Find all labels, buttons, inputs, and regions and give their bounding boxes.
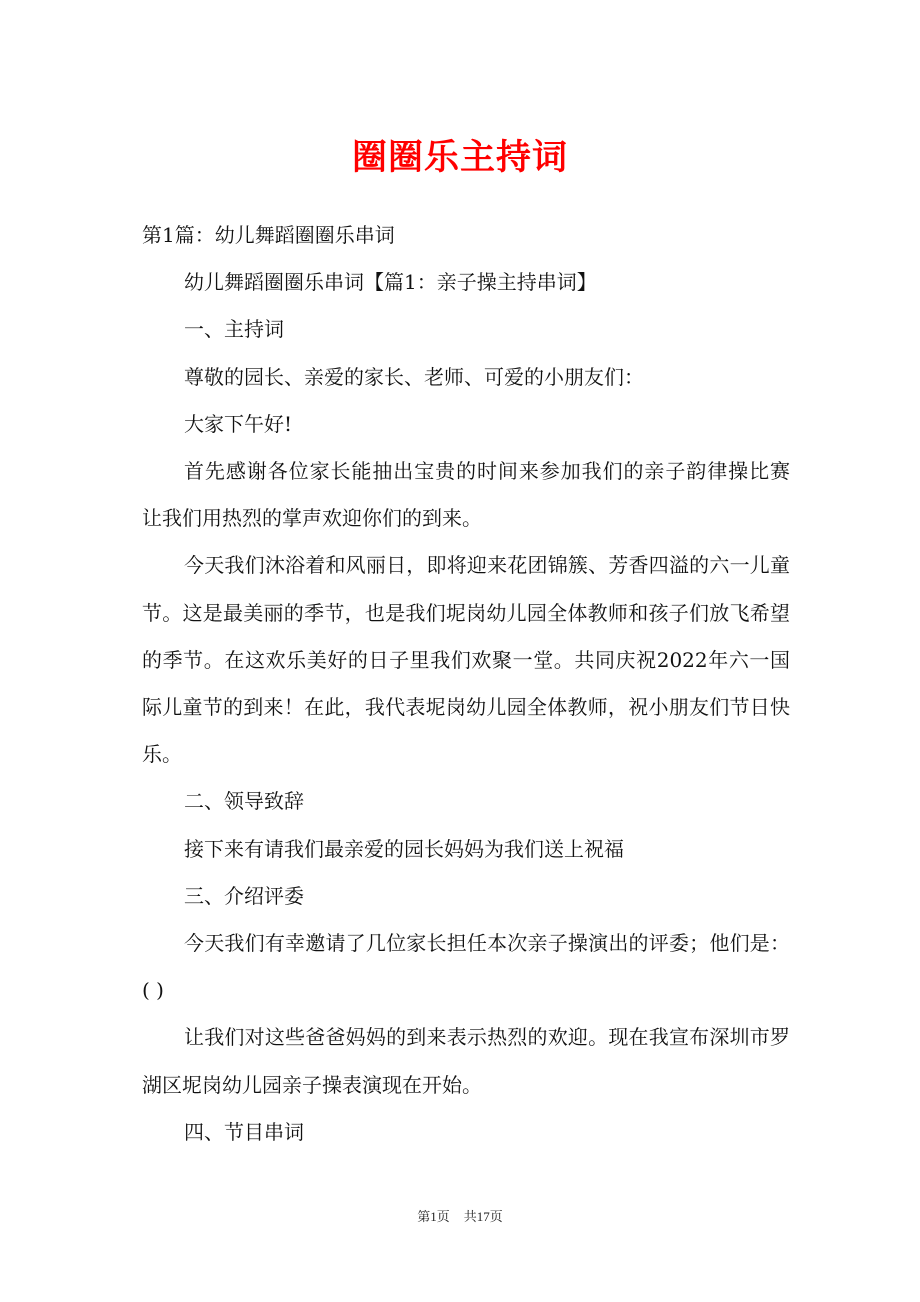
- page-footer: [0, 1206, 920, 1225]
- paragraph-part-3-heading: 三、介绍评委: [184, 883, 304, 908]
- paragraph-subheading: 幼儿舞蹈圈圈乐串词【篇1：亲子操主持串词】: [184, 270, 597, 295]
- paragraph-principal-blessing: 接下来有请我们最亲爱的园长妈妈为我们送上祝福: [184, 836, 624, 861]
- paragraph-section-heading: 第1篇：幼儿舞蹈圈圈乐串词: [142, 223, 395, 247]
- paragraph-part-4-heading: 四、节目串词: [184, 1119, 304, 1144]
- paragraph-judges: 今天我们有幸邀请了几位家长担任本次亲子操演出的评委；他们是：( ): [142, 931, 790, 1003]
- paragraph-good-afternoon: 大家下午好!: [184, 411, 293, 436]
- paragraph-childrens-day: 今天我们沐浴着和风丽日，即将迎来花团锦簇、芳香四溢的六一儿童节。这是最美丽的季节，也是我们坭岗幼儿园全体教师和孩子们放飞希望的季节。在这欢乐美好的日子里我们欢聚一堂。共同庆祝2022年六一国际儿童节的到来！在此，我代表坭岗幼儿园全体教师，祝小朋友们节日快乐。: [142, 553, 790, 767]
- page-number: 第1页: [417, 1209, 450, 1224]
- paragraph-welcome-start: 让我们对这些爸爸妈妈的到来表示热烈的欢迎。现在我宣布深圳市罗湖区坭岗幼儿园亲子操表演现在开始。: [142, 1025, 790, 1097]
- paragraph-thanks: 首先感谢各位家长能抽出宝贵的时间来参加我们的亲子韵律操比赛 让我们用热烈的掌声欢迎你们的到来。: [142, 459, 790, 531]
- document-body: [142, 212, 790, 1156]
- page-total: 共17页: [463, 1209, 503, 1224]
- paragraph-part-2-heading: 二、领导致辞: [184, 789, 304, 814]
- paragraph-greeting: 尊敬的园长、亲爱的家长、老师、可爱的小朋友们：: [184, 364, 644, 389]
- paragraph-part-1-heading: 一、主持词: [184, 317, 284, 342]
- document-title: 圈圈乐主持词: [351, 137, 568, 178]
